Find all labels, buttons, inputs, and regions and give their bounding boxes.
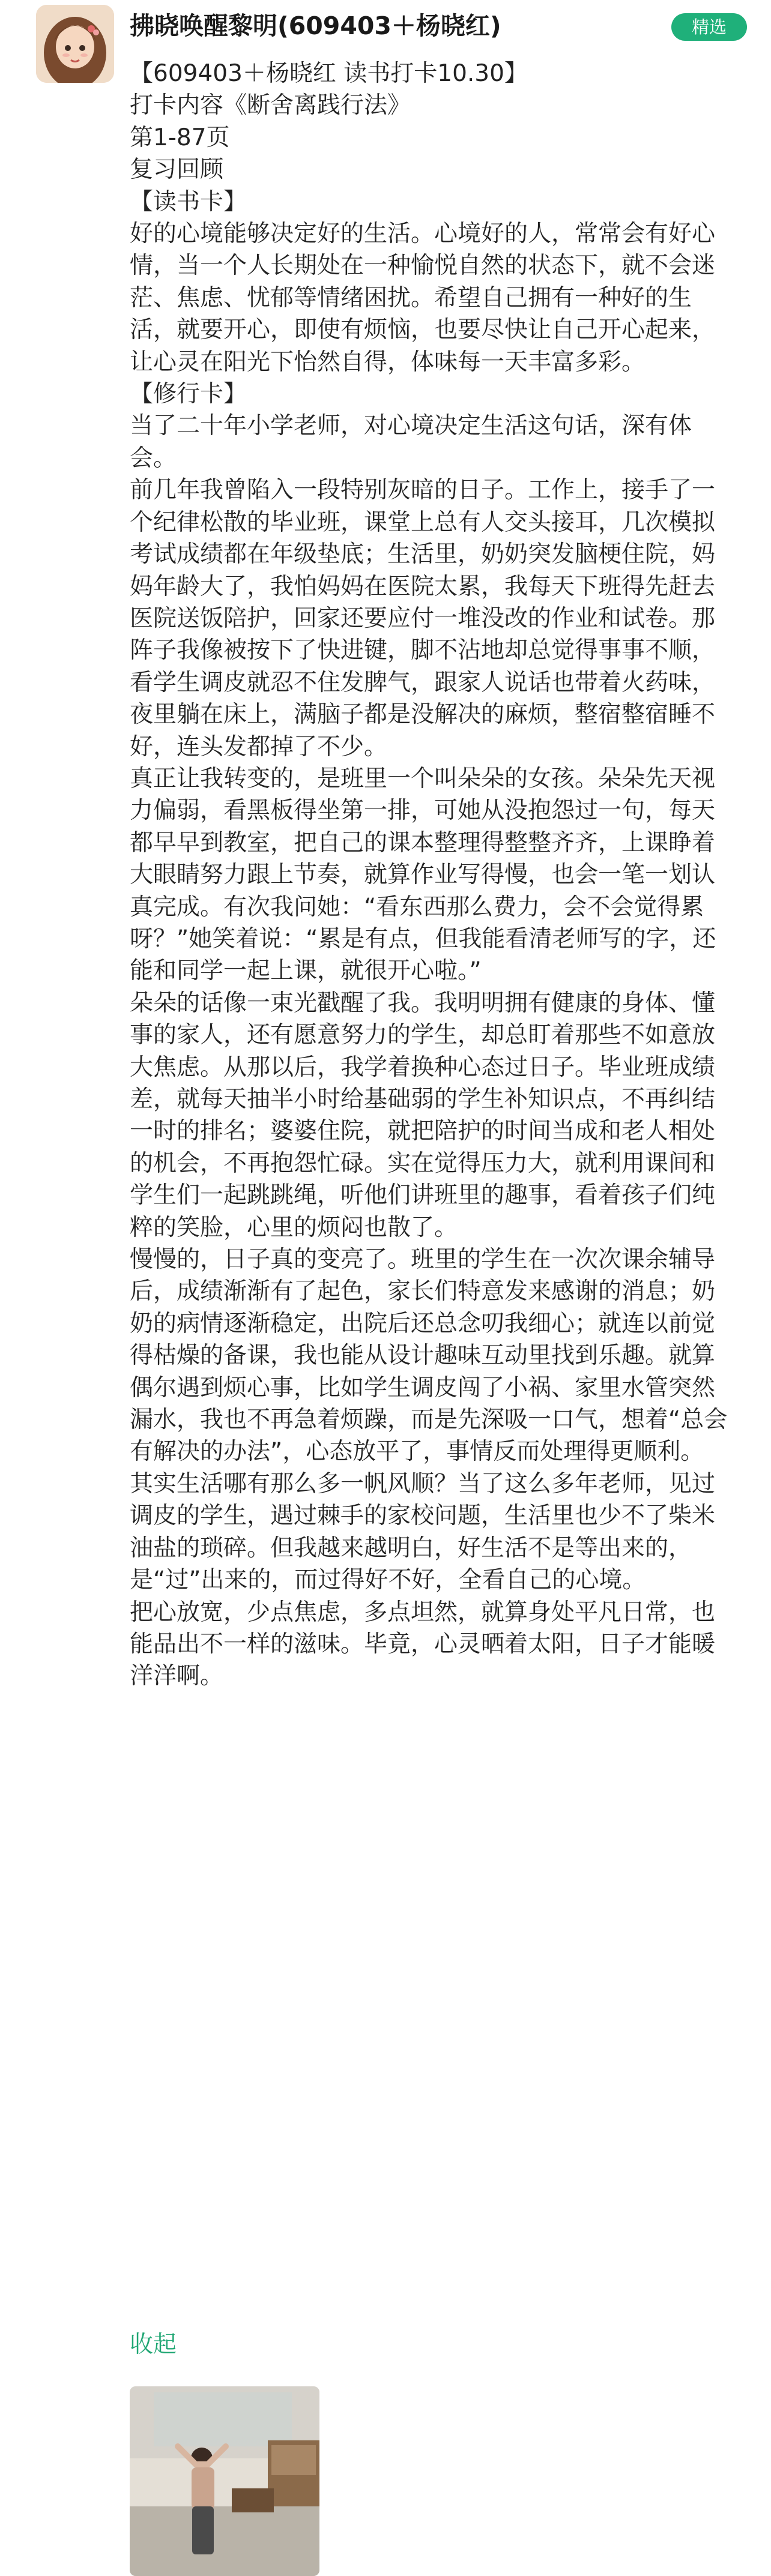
post-body [130,58,730,1693]
post-section-practice-card: 【修行卡】 [130,381,247,408]
post-paragraph: 当了二十年小学老师，对心境决定生活这句话，深有体会。 [130,412,692,472]
post-line-pages: 第1-87页 [130,124,230,151]
avatar[interactable] [36,5,114,83]
author-name[interactable]: 拂晓唤醒黎明(609403＋杨晓红) [130,11,501,40]
post-paragraph: 慢慢的，日子真的变亮了。班里的学生在一次次课余辅导后，成绩渐渐有了起色，家长们特意发来感谢的消息；奶奶的病情逐渐稳定，出院后还总念叨我细心；就连以前觉得枯燥的备课，我也能从设计趣味互动里找到乐趣。就算偶尔遇到烦心事，比如学生调皮闯了小祸、家里水管突然漏水，我也不再急着烦躁，而是先深吸一口气，想着“总会有解决的办法”，心态放平了，事情反而处理得更顺利。 [130,1246,728,1466]
post-section-reading-card: 【读书卡】 [130,188,247,215]
post-paragraph: 其实生活哪有那么多一帆风顺？当了这么多年老师，见过调皮的学生，遇过棘手的家校问题，生活里也少不了柴米油盐的琐碎。但我越来越明白，好生活不是等出来的，是“过”出来的，而过得好不好，全看自己的心境。 [130,1470,716,1594]
post-photo[interactable] [130,2386,319,2576]
collapse-link[interactable]: 收起 [130,2331,177,2358]
post-line-title: 【609403＋杨晓红 读书打卡10.30】 [130,60,528,87]
post-line-review: 复习回顾 [130,156,224,184]
post-paragraph: 把心放宽，少点焦虑，多点坦然，就算身处平凡日常，也能品出不一样的滋味。毕竟，心灵晒着太阳，日子才能暖洋洋啊。 [130,1598,716,1690]
featured-badge: 精选 [671,13,747,41]
post-paragraph: 前几年我曾陷入一段特别灰暗的日子。工作上，接手了一个纪律松散的毕业班，课堂上总有人交头接耳，几次模拟考试成绩都在年级垫底；生活里，奶奶突发脑梗住院，妈妈年龄大了，我怕妈妈在医院太累，我每天下班得先赶去医院送饭陪护，回家还要应付一堆没改的作业和试卷。那阵子我像被按下了快进键，脚不沾地却总觉得事事不顺，看学生调皮就忍不住发脾气，跟家人说话也带着火药味，夜里躺在床上，满脑子都是没解决的麻烦，整宿整宿睡不好，连头发都掉了不少。 [130,477,716,760]
post-paragraph: 好的心境能够决定好的生活。心境好的人，常常会有好心情，当一个人长期处在一种愉悦自然的状态下，就不会迷茫、焦虑、忧郁等情绪困扰。希望自己拥有一种好的生活，就要开心，即使有烦恼，也要尽快让自己开心起来，让心灵在阳光下怡然自得，体味每一天丰富多彩。 [130,220,716,376]
post-line-content: 打卡内容《断舍离践行法》 [130,92,411,119]
post-paragraph: 真正让我转变的，是班里一个叫朵朵的女孩。朵朵先天视力偏弱，看黑板得坐第一排，可她从没抱怨过一句，每天都早早到教室，把自己的课本整理得整整齐齐，上课睁着大眼睛努力跟上节奏，就算作业写得慢，也会一笔一划认真完成。有次我问她：“看东西那么费力，会不会觉得累呀？”她笑着说：“累是有点，但我能看清老师写的字，还能和同学一起上课，就很开心啦。” [130,765,716,985]
post-paragraph: 朵朵的话像一束光戳醒了我。我明明拥有健康的身体、懂事的家人，还有愿意努力的学生，却总盯着那些不如意放大焦虑。从那以后，我学着换种心态过日子。毕业班成绩差，就每天抽半小时给基础弱的学生补知识点，不再纠结一时的排名；婆婆住院，就把陪护的时间当成和老人相处的机会，不再抱怨忙碌。实在觉得压力大，就利用课间和学生们一起跳跳绳，听他们讲班里的趣事，看着孩子们纯粹的笑脸，心里的烦闷也散了。 [130,989,716,1241]
